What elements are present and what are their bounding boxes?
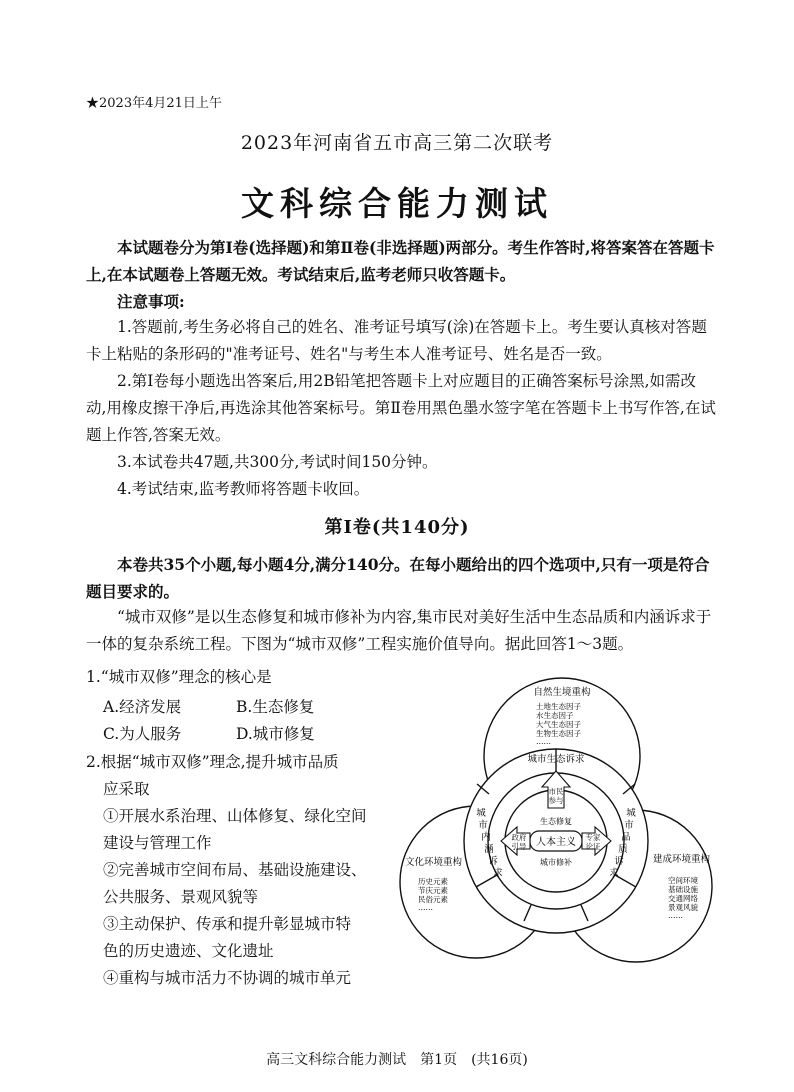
ring-left-char: 内 <box>481 832 491 843</box>
arrow-top-label-2: 参与 <box>548 796 564 805</box>
passage-text: “城市双修”是以生态修复和城市修补为内容,集市民对美好生活中生态品质和内涵诉求于一体的复杂系统工程。下图为“城市双修”工程实施价值导向。据此回答1～3题。 <box>86 608 712 653</box>
exam-date: ★2023年4月21日上午 <box>86 96 222 111</box>
ring-right-char: 质 <box>618 844 628 855</box>
page-footer: 高三文科综合能力测试 第1页 (共16页) <box>266 1052 528 1068</box>
center-mid-label: 人本主义 <box>536 837 576 848</box>
section-intro: 本卷共35个小题,每小题4分,满分140分。在每小题给出的四个选项中,只有一项是符合题目要求的。 <box>86 555 710 601</box>
question-1-stem: 1.“城市双修”理念的核心是 <box>86 668 272 686</box>
section-title: 第Ⅰ卷(共140分) <box>324 517 470 538</box>
built-title: 建成环境重构 <box>653 854 711 865</box>
natural-item: 生物生态因子 <box>536 729 581 738</box>
q2-item-4: ④重构与城市活力不协调的城市单元 <box>103 969 352 987</box>
notice-heading: 注意事项: <box>117 292 185 311</box>
built-item: 基础设施 <box>668 885 698 894</box>
q1-option-d: D.城市修复 <box>236 725 315 743</box>
culture-item: …… <box>418 903 433 912</box>
culture-item: 历史元素 <box>418 877 448 886</box>
arrow-top-label-1: 市民 <box>548 787 564 796</box>
culture-title: 文化环境重构 <box>405 857 463 868</box>
notice-list <box>86 314 716 503</box>
ring-left-char: 市 <box>478 820 488 831</box>
natural-item: 大气生态因子 <box>536 720 581 729</box>
exam-title: 2023年河南省五市高三第二次联考 <box>240 132 554 154</box>
natural-item: 水生态因子 <box>536 711 574 720</box>
arrow-right-label-2: 论证 <box>585 842 601 851</box>
arrow-right-label-1: 专家 <box>585 833 601 842</box>
q2-item-3: ③主动保护、传承和提升彰显城市特 <box>103 915 352 933</box>
q1-option-b: B.生态修复 <box>236 698 315 716</box>
built-item: 景观风貌 <box>668 903 698 912</box>
notice-item: 4.考试结束,监考教师将答题卡收回。 <box>117 480 370 498</box>
center-top-label: 生态修复 <box>540 817 572 826</box>
q1-option-a: A.经济发展 <box>103 698 182 716</box>
notice-item: 3.本试卷共47题,共300分,考试时间150分钟。 <box>117 453 438 471</box>
q2-item-1: ①开展水系治理、山体修复、绿化空间 <box>103 807 367 825</box>
natural-title: 自然生境重构 <box>533 687 591 698</box>
main-title: 文科综合能力测试 <box>241 184 553 223</box>
ring-top-label: 城市生态诉求 <box>527 754 585 765</box>
q2-item-2-cont: 公共服务、景观风貌等 <box>103 888 259 906</box>
culture-item: 节庆元素 <box>418 886 448 895</box>
q2-item-1-cont: 建设与管理工作 <box>103 834 212 852</box>
ring-left-char: 诉 <box>488 856 498 867</box>
ring-left-char: 涵 <box>484 844 494 855</box>
culture-item: 民俗元素 <box>418 895 448 904</box>
ring-right-char: 求 <box>609 868 619 879</box>
ring-right-char: 品 <box>621 832 631 843</box>
ring-left-char: 求 <box>493 868 503 879</box>
ring-left-char: 城 <box>476 808 486 819</box>
q1-option-c: C.为人服务 <box>103 725 182 743</box>
q2-item-3-cont: 色的历史遗迹、文化遗址 <box>103 942 274 960</box>
ring-right-char: 诉 <box>614 856 624 867</box>
built-item: 交通网络 <box>668 894 698 903</box>
arrow-left-label-2: 引导 <box>511 842 527 851</box>
center-bottom-label: 城市修补 <box>540 858 572 867</box>
question-2-stem-cont: 应采取 <box>103 780 150 798</box>
question-2-stem: 2.根据“城市双修”理念,提升城市品质 <box>86 753 339 771</box>
natural-item: 土地生态因子 <box>536 702 581 711</box>
built-item: …… <box>668 911 683 920</box>
built-item: 空间环境 <box>668 876 698 885</box>
arrow-left-label-1: 政府 <box>511 833 527 842</box>
notice-item: 1.答题前,考生务必将自己的姓名、准考证号填写(涂)在答题卡上。考生要认真核对答题卡上粘贴的条形码的"准考证号、姓名"与考生本人准考证号、姓名是否一致。 <box>86 318 707 363</box>
intro-paragraph: 本试题卷分为第Ⅰ卷(选择题)和第Ⅱ卷(非选择题)两部分。考生作答时,将答案答在答题卡上,在本试题卷上答题无效。考试结束后,监考老师只收答题卡。 <box>86 238 715 284</box>
ring-right-char: 城 <box>626 808 636 819</box>
city-double-repair-diagram <box>396 676 716 991</box>
natural-item: …… <box>536 737 551 746</box>
notice-item: 2.第Ⅰ卷每小题选出答案后,用2B铅笔把答题卡上对应题目的正确答案标号涂黑,如需改动,用橡皮擦干净后,再选涂其他答案标号。第Ⅱ卷用黑色墨水签字笔在答题卡上书写作答,在试题上作答,答案无效。 <box>86 372 716 444</box>
q2-item-2: ②完善城市空间布局、基础设施建设、 <box>103 861 367 879</box>
ring-right-char: 市 <box>624 820 634 831</box>
